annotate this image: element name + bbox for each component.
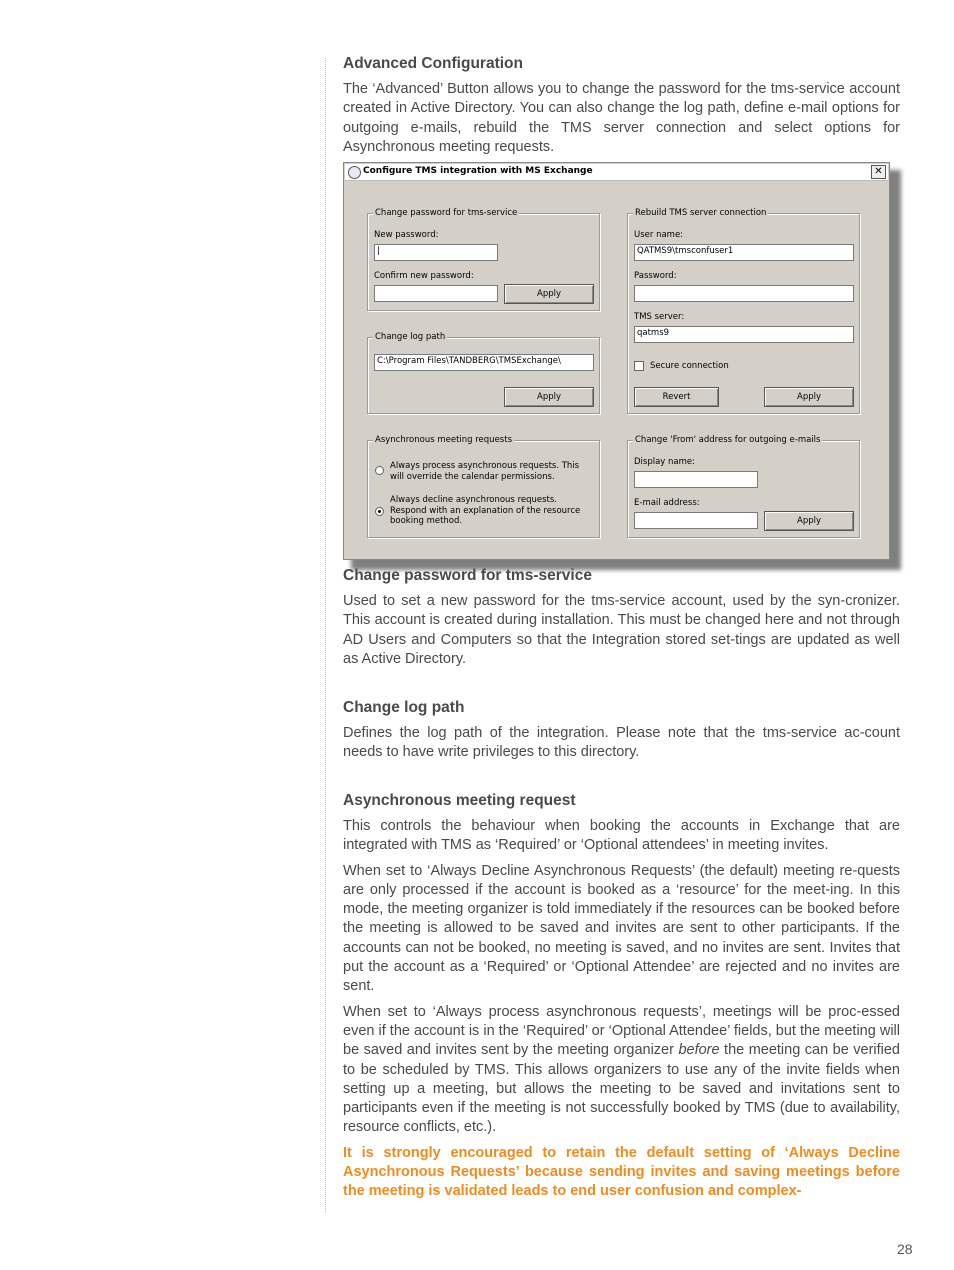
legend-rebuild-connection: Rebuild TMS server connection bbox=[635, 208, 767, 218]
label-email-address: E-mail address: bbox=[634, 498, 700, 508]
apply-connection-button[interactable]: Apply bbox=[764, 387, 854, 407]
dialog-title: Configure TMS integration with MS Exchange bbox=[363, 166, 593, 176]
radio-always-process[interactable] bbox=[375, 466, 384, 475]
label-secure-connection: Secure connection bbox=[650, 361, 729, 371]
legend-async-requests: Asynchronous meeting requests bbox=[375, 435, 512, 445]
para-async-1: This controls the behaviour when booking the accounts in Exchange that are integrated with TMS as ‘Required’ or ‘Optional attendees’ in meeting invites. bbox=[343, 818, 900, 854]
revert-button[interactable]: Revert bbox=[634, 387, 719, 407]
label-always-process: Always process asynchronous requests. This will override the calendar permissions. bbox=[390, 461, 580, 482]
heading-advanced-configuration: Advanced Configuration bbox=[343, 55, 523, 72]
para-change-password: Used to set a new password for the tms-service account, used by the syn-cronizer. This account is created during installation. This must be changed here and not through AD Users and Computers so that the Integration stored set-tings are updated as well as Active Directory. bbox=[343, 593, 900, 667]
para-change-log-path: Defines the log path of the integration. Please note that the tms-service ac-count needs to have write privileges to this directory. bbox=[343, 725, 900, 761]
label-confirm-password: Confirm new password: bbox=[374, 271, 474, 281]
apply-log-path-button[interactable]: Apply bbox=[504, 387, 594, 407]
tms-server-input[interactable]: qatms9 bbox=[634, 326, 854, 343]
para-async-2: When set to ‘Always Decline Asynchronous Requests’ (the default) meeting re-quests are only processed if the account is booked as a ‘resource’ for the meet-ing. In this mode, the meeting organizer is told immediately if the resources can be booked before the meeting is allowed to be saved and invites are sent to other participants. If the accounts can not be booked, no meeting is saved, and no invites are sent. Invites that put the account as a ‘Required’ or ‘Optional Attendee’ are rejected and no invites are sent. bbox=[343, 862, 900, 995]
email-address-input[interactable] bbox=[634, 512, 758, 529]
label-new-password: New password: bbox=[374, 230, 439, 240]
new-password-input[interactable]: | bbox=[374, 244, 498, 261]
group-rebuild-connection bbox=[627, 208, 860, 414]
label-always-decline: Always decline asynchronous requests. Respond with an explanation of the resource booking method. bbox=[390, 495, 581, 526]
section-password bbox=[343, 566, 900, 669]
section-async bbox=[343, 791, 900, 1202]
label-tms-server: TMS server: bbox=[634, 312, 685, 322]
config-dialog bbox=[343, 162, 890, 560]
section-log-path bbox=[343, 698, 900, 763]
legend-from-address: Change 'From' address for outgoing e-mails bbox=[635, 435, 821, 445]
para-async-3: When set to ‘Always process asynchronous requests’, meetings will be proc-essed even if the account is in the ‘Required’ or ‘Optional Attendee’ fields, but the meeting will be saved and invites sent by the meeting organizer before the meeting can be verified to be scheduled by TMS. This allows organizers to use any of the invite fields when setting up a meeting, but allows the meeting to be saved and invitations sent to participants even if the meeting is not successfully booked by TMS (due to availability, resource conflicts, etc.). bbox=[343, 1003, 900, 1136]
radio-always-decline[interactable] bbox=[375, 507, 384, 516]
apply-password-button[interactable]: Apply bbox=[504, 284, 594, 304]
confirm-password-input[interactable] bbox=[374, 285, 498, 302]
close-icon[interactable]: ✕ bbox=[871, 165, 886, 179]
dialog-titlebar bbox=[345, 164, 888, 181]
label-user-name: User name: bbox=[634, 230, 684, 240]
secure-connection-checkbox[interactable] bbox=[634, 361, 644, 371]
user-name-input[interactable]: QATMS9\tmsconfuser1 bbox=[634, 244, 854, 261]
margin-divider bbox=[325, 58, 326, 1213]
apply-from-button[interactable]: Apply bbox=[764, 511, 854, 531]
para-warning: It is strongly encouraged to retain the default setting of ‘Always Decline Asynchronous Requests’ because sending invites and saving meetings before the meeting is validated leads to end user confusion and complex- bbox=[343, 1144, 900, 1200]
log-path-input[interactable]: C:\Program Files\TANDBERG\TMSExchange\ bbox=[374, 354, 594, 371]
group-async-requests bbox=[367, 435, 600, 538]
section-advanced bbox=[343, 54, 900, 157]
password-input[interactable] bbox=[634, 285, 854, 302]
group-change-password bbox=[367, 208, 600, 311]
group-from-address bbox=[627, 435, 860, 538]
display-name-input[interactable] bbox=[634, 471, 758, 488]
legend-change-log-path: Change log path bbox=[375, 332, 446, 342]
para-advanced: The ‘Advanced’ Button allows you to change the password for the tms-service account created in Active Directory. You can also change the log path, define e-mail options for outgoing e-mails, rebuild the TMS server connection and select options for Asynchronous meeting requests. bbox=[343, 81, 900, 155]
label-display-name: Display name: bbox=[634, 457, 696, 467]
label-password: Password: bbox=[634, 271, 677, 281]
legend-change-password: Change password for tms-service bbox=[375, 208, 518, 218]
page-number: 28 bbox=[897, 1241, 913, 1257]
heading-change-password: Change password for tms-service bbox=[343, 567, 592, 584]
heading-async: Asynchronous meeting request bbox=[343, 792, 576, 809]
app-icon bbox=[348, 166, 361, 179]
group-change-log-path bbox=[367, 332, 600, 414]
heading-change-log-path: Change log path bbox=[343, 699, 465, 716]
